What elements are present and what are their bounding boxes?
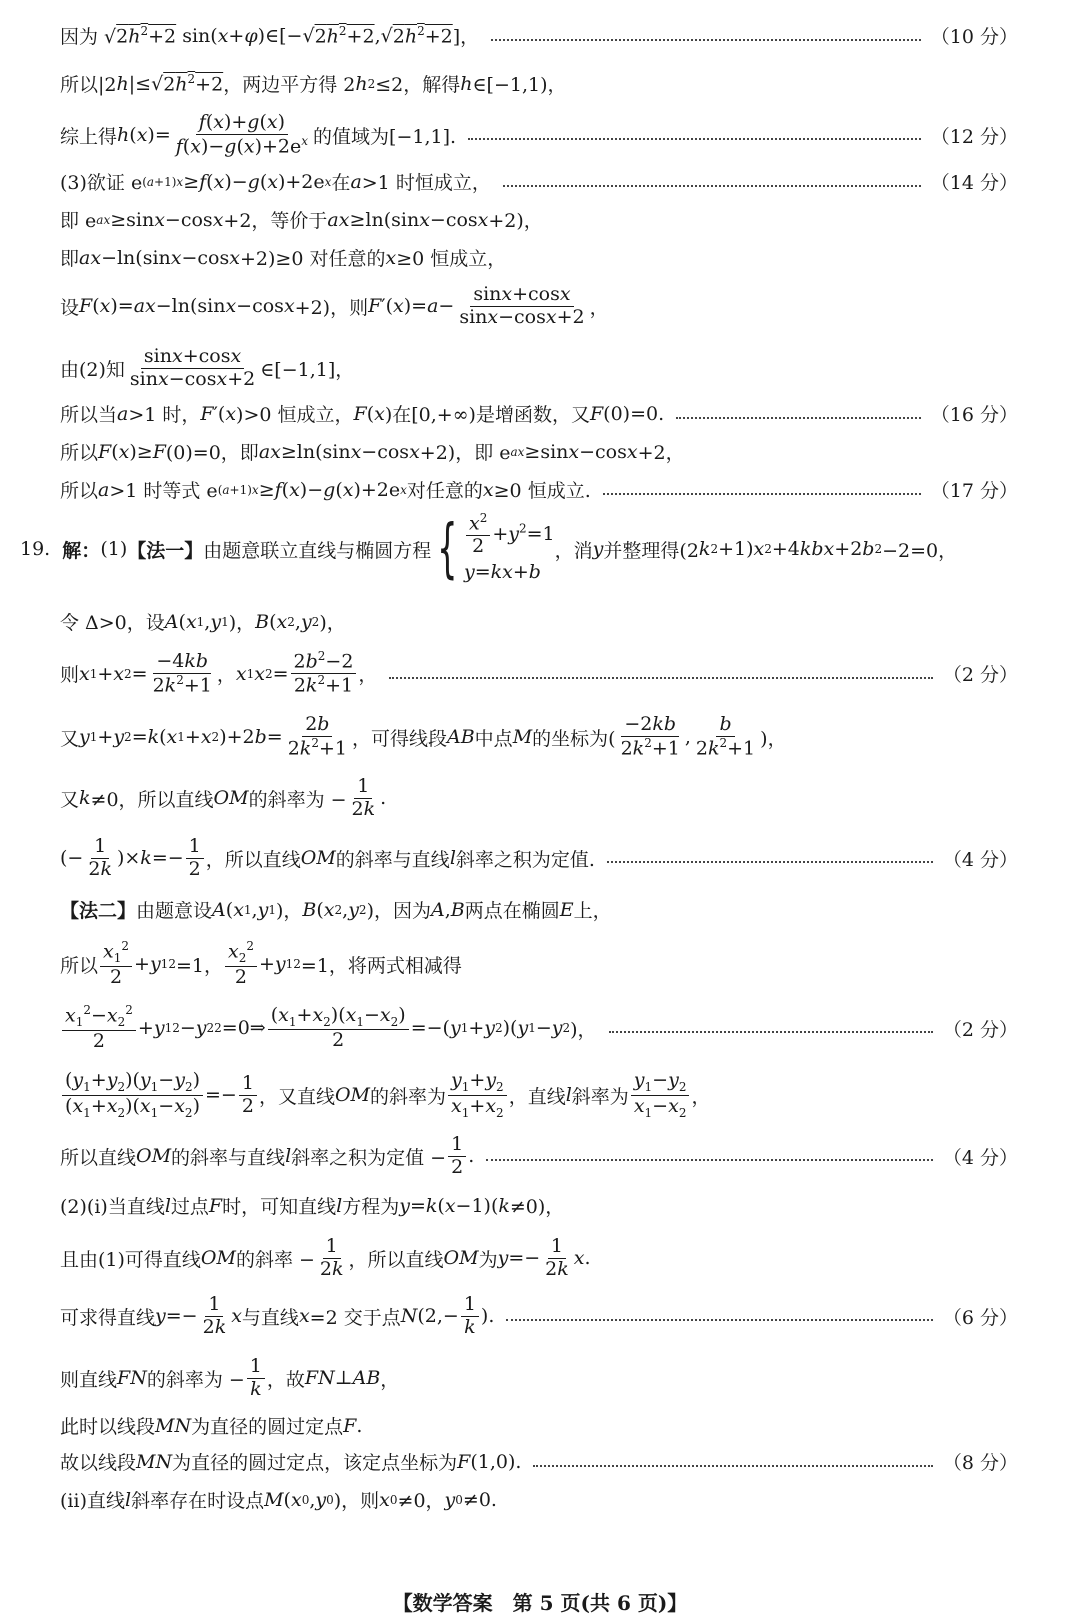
line-10: 所以 F ( x )≥ F (0)=0，即 ax ≥ln(sin x −cos x +2)，即 e ax ≥sin x −cos x +2， [60,440,685,464]
line-13: 令 Δ>0，设 A ( x 1 , y 1 )， B ( x 2 , y 2 )， [60,610,346,634]
line-7: 设 F ( x )= ax −ln(sin x −cos x +2)，则 F ′( x )= a − $\frac{\sin x+\cos x}{\sin x-\cos x+2}$ ， [60,283,609,328]
line-25: 可求得直线 y =− $\frac{1}{2k}$ x 与直线 x =2 交于点 N (2,− $\frac{1}{k}$ ). （6 分） [60,1293,1018,1338]
score-label: （4 分） [942,1146,1018,1169]
line-26: 则直线 FN 的斜率为 − $\frac{1}{k}$ ，故 FN ⊥ AB ， [60,1355,400,1400]
score-label: （4 分） [942,848,1018,871]
line-24: 且由(1)可得直线 OM 的斜率 − $\frac{1}{2k}$ ，所以直线 OM 为 y =− $\frac{1}{2k}$ x . [60,1235,591,1280]
score-label: （16 分） [930,404,1018,426]
line-21: $\frac{(y_1+y_2)(y_1-y_2)}{(x_1+x_2)(x_1-x_2)}$ =− $\frac{1}{2}$ ，又直线 OM 的斜率为 $\frac{y_1+y_2}{x_1+x_2}$ ，直线 l 斜率为 $\frac{y_1-y_2}{x_1-x_2}$ ， [0,1070,1080,1120]
dot-leader [491,39,921,41]
line-17: (− $\frac{1}{2k}$ )× k =− $\frac{1}{2}$ ，所以直线 OM 的斜率与直线 l 斜率之积为定值. （4 分） [60,835,1018,880]
line-23: (2)(ⅰ)当直线 l 过点 F 时，可知直线 l 方程为 y = k ( x −1)( k ≠0)， [60,1194,565,1218]
line-2: 所以|2 h |≤√ $2h^2+2$ ，两边平方得 2 h 2 ≤2，解得 h ∈[−1,1)， [60,71,567,96]
line-11: 所以 a >1 时等式 e (a+1)x ≥ f ( x )− g ( x )+2e x 对任意的 x ≥0 恒成立. （17 分） [0,476,1080,503]
dot-leader [676,417,921,419]
line-16: 又 k ≠0，所以直线 OM 的斜率为 − $\frac{1}{2k}$ . [60,775,387,820]
dot-leader [603,493,921,495]
line-14: 则 x 1 + x 2 = $\frac{-4kb}{2k^2+1}$ ， x 1 x 2 = $\frac{2b^2-2}{2k^2+1}$ ， （2 分） [60,649,1018,697]
dot-leader [468,138,921,140]
line-4: (3)欲证 e (a+1)x ≥ f ( x )− g ( x )+2e x 在 a >1 时恒成立， （14 分） [0,168,1080,195]
dot-leader [609,1031,933,1033]
line-20: $\frac{x_1^2-x_2^2}{2}$ + y 1 2 − y 2 2 =0⇒ $\frac{(x_1+x_2)(x_1-x_2)}{2}$ =−( y 1 + y 2 )( y 1 − y 2 )， （2 分） [0,1004,1080,1053]
line-3: 综上得 h ( x )= $\frac{f(x)+g(x)}{f(x)-g(x)+2e^x}$ 的值域为[−1,1]. （12 分） [60,111,1018,158]
dot-leader [389,677,932,679]
line-8: 由(2)知 $\frac{\sin x+\cos x}{\sin x-\cos x+2}$ ∈[−1,1]， [60,345,355,390]
score-label: （2 分） [942,664,1018,687]
page-footer: 【数学答案 第 5 页(共 6 页)】 [392,1591,688,1615]
dot-leader [486,1159,933,1161]
line-1: 因为 √ $2h^2+2$ sin( x + φ )∈[−√ $2h^2+2$ ,√ $2h^2+2$ ]， （10 分） [60,23,1018,48]
line-6: 即 ax −ln(sin x −cos x +2)≥0 对任意的 x ≥0 恒成立， [60,246,507,270]
line-15: 又 y 1 + y 2 = k ( x 1 + x 2 )+2 b = $\frac{2b}{2k^2+1}$ ，可得线段 AB 中点 M 的坐标为( $\frac{-2kb}{2k^2+1}$ , $\frac{b}{2k^2+1}$ )， [60,713,787,760]
line-27: 此时以线段 MN 为直径的圆过定点 F . [60,1414,363,1438]
score-label: （14 分） [930,172,1018,194]
line-18: 【法二】 由题意设 A ( x 1 , y 1 )， B ( x 2 , y 2 )，因为 A , B 两点在椭圆 E 上， [60,898,612,922]
dot-leader [533,1465,932,1467]
score-label: （6 分） [942,1306,1018,1329]
score-label: （17 分） [930,480,1018,502]
line-5: 即 e ax ≥sin x −cos x +2，等价于 ax ≥ln(sin x −cos x +2)， [60,208,543,232]
problem-19-start: 19. 解： (1) 【法一】 由题意联立直线与椭圆方程 { $\frac{x^2}{2}$ $+y^2=1$ y=kx+b ，消 y 并整理得(2 k 2 +1) x 2 +4 kbx +2 b 2 −2=0， [20,511,958,587]
line-28: 故以线段 MN 为直径的圆过定点，该定点坐标为 F (1,0). （8 分） [0,1448,1080,1475]
line-19: 所以 $\frac{x_1^2}{2}$ + y 1 2 =1， $\frac{x_2^2}{2}$ + y 1 2 =1，将两式相减得 [60,939,462,988]
score-label: （2 分） [942,1018,1018,1041]
score-label: （8 分） [942,1452,1018,1474]
score-label: （12 分） [930,125,1018,148]
score-label: （10 分） [930,26,1018,48]
dot-leader [503,185,921,187]
dot-leader [607,861,933,863]
dot-leader [506,1319,933,1321]
line-29: (ⅱ)直线 l 斜率存在时设点 M ( x 0 , y 0 )，则 x 0 ≠0， y 0 ≠0. [60,1488,497,1512]
line-9: 所以当 a >1 时， F ′( x )>0 恒成立， F ( x )在[0,+∞)是增函数，又 F (0)=0. （16 分） [0,400,1080,427]
line-22: 所以直线 OM 的斜率与直线 l 斜率之积为定值 − $\frac{1}{2}$ . （4 分） [60,1133,1018,1178]
